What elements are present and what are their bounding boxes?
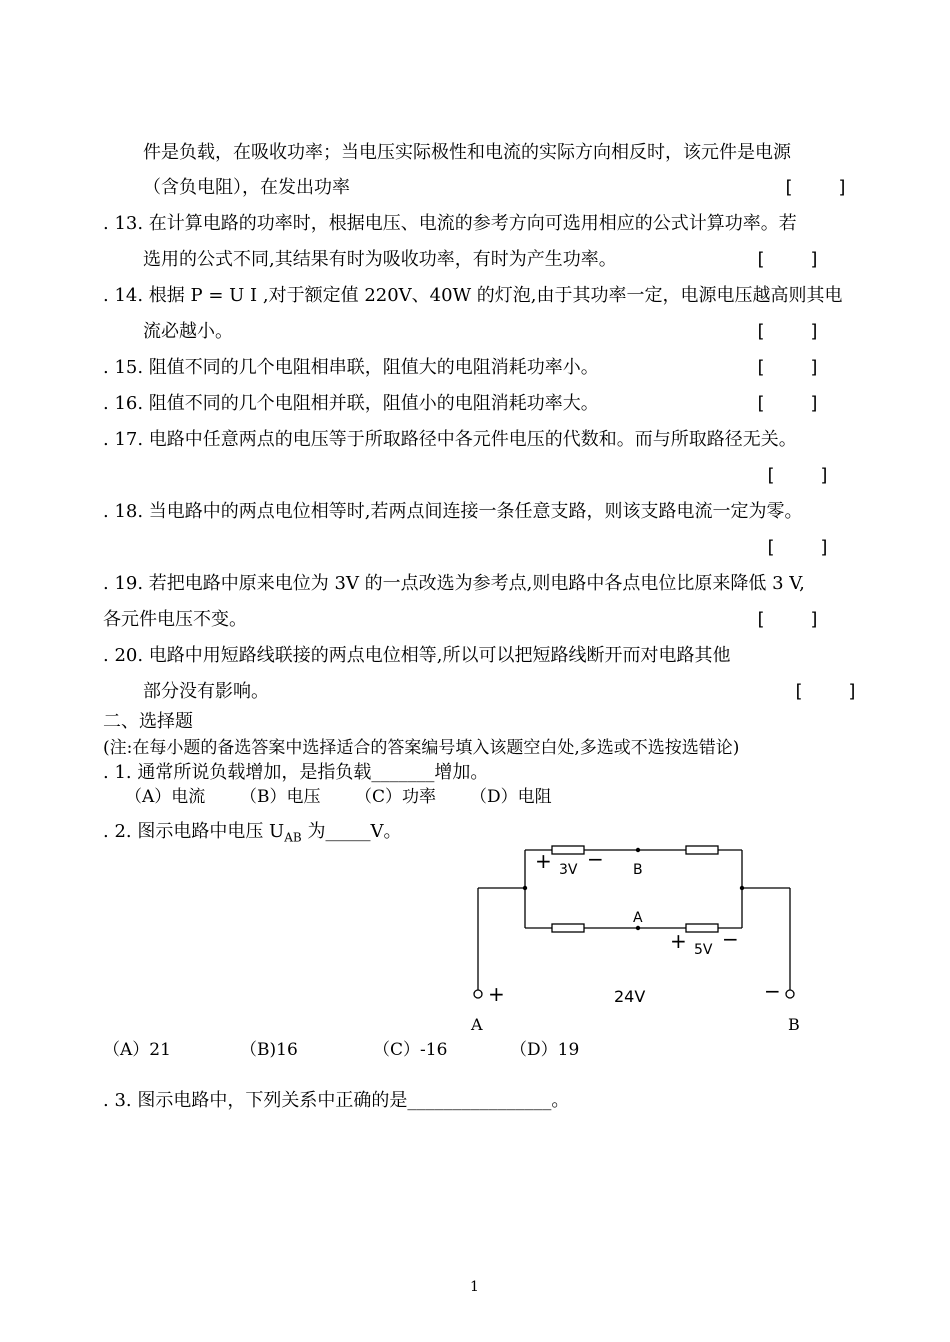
- node-a-dot: [636, 926, 640, 930]
- plus-sign: +: [488, 982, 505, 1006]
- plus-sign: +: [535, 849, 552, 873]
- resistor: [552, 924, 584, 932]
- terminal-a-label: A: [471, 1015, 483, 1034]
- text-line: 各元件电压不变。: [103, 609, 247, 630]
- choice-question-1: . 1. 通常所说负载增加，是指负载_______增加。: [103, 762, 489, 783]
- terminal-b-label: B: [788, 1015, 800, 1034]
- resistor: [686, 846, 718, 854]
- answer-bracket: [ ]: [755, 249, 821, 270]
- section-heading: 二、选择题: [103, 711, 193, 732]
- text-line: 流必越小。: [143, 321, 233, 342]
- answer-bracket: [ ]: [755, 609, 821, 630]
- text-line: （含负电阻），在发出功率: [143, 177, 350, 198]
- question-17: . 17. 电路中任意两点的电压等于所取路径中各元件电压的代数和。而与所取路径无关。: [103, 429, 797, 450]
- answer-bracket: [ ]: [765, 465, 831, 486]
- question-20: . 20. 电路中用短路线联接的两点电位相等,所以可以把短路线断开而对电路其他: [103, 645, 731, 666]
- terminal-a: [474, 990, 482, 998]
- question-19: . 19. 若把电路中原来电位为 3V 的一点改选为参考点,则电路中各点电位比原来降低 3 V,: [103, 573, 805, 594]
- source-5v-label: 5V: [694, 942, 713, 958]
- node-a-label: A: [633, 910, 643, 926]
- resistor: [686, 924, 718, 932]
- terminal-b: [786, 990, 794, 998]
- text-line: 部分没有影响。: [143, 681, 269, 702]
- question-15: . 15. 阻值不同的几个电阻相串联，阻值大的电阻消耗功率小。: [103, 357, 599, 378]
- answer-bracket: [ ]: [755, 321, 821, 342]
- answer-bracket: [ ]: [793, 681, 859, 702]
- option-a: （A）电流: [125, 787, 206, 807]
- question-text: 为_____V。: [301, 821, 402, 842]
- page-number: 1: [470, 1279, 479, 1295]
- resistor: [552, 846, 584, 854]
- minus-sign: −: [587, 847, 604, 871]
- question-13: . 13. 在计算电路的功率时，根据电压、电流的参考方向可选用相应的公式计算功率。若: [103, 213, 797, 234]
- answer-bracket: [ ]: [765, 537, 831, 558]
- option-d: （D）电阻: [470, 787, 552, 807]
- text-line: 件是负载，在吸收功率；当电压实际极性和电流的实际方向相反时，该元件是电源: [143, 142, 791, 163]
- source-3v-label: 3V: [559, 862, 578, 878]
- subscript: AB: [284, 830, 302, 845]
- option-d: （D）19: [510, 1040, 580, 1060]
- node-b-label: B: [633, 862, 643, 878]
- question-16: . 16. 阻值不同的几个电阻相并联，阻值小的电阻消耗功率大。: [103, 393, 599, 414]
- node-b-dot: [636, 848, 640, 852]
- junction-dot: [740, 886, 744, 890]
- question-14: . 14. 根据 P = U I ,对于额定值 220V、40W 的灯泡,由于其功率一定，电源电压越高则其电: [103, 285, 843, 306]
- option-b: （B）电压: [240, 787, 321, 807]
- question-text: . 2. 图示电路中电压 U: [103, 821, 285, 842]
- minus-sign: −: [722, 927, 739, 951]
- option-c: （C）功率: [355, 787, 437, 807]
- section-note: (注:在每小题的备选答案中选择适合的答案编号填入该题空白处,多选或不选按选错论): [103, 738, 740, 758]
- answer-bracket: [ ]: [783, 177, 849, 198]
- source-24v-label: 24V: [614, 987, 646, 1006]
- junction-dot: [523, 886, 527, 890]
- choice-question-3: . 3. 图示电路中，下列关系中正确的是________________。: [103, 1090, 570, 1111]
- option-a: （A）21: [103, 1040, 171, 1060]
- answer-bracket: [ ]: [755, 393, 821, 414]
- question-18: . 18. 当电路中的两点电位相等时,若两点间连接一条任意支路，则该支路电流一定为零。: [103, 501, 803, 522]
- text-line: 选用的公式不同,其结果有时为吸收功率，有时为产生功率。: [143, 249, 617, 270]
- minus-sign: −: [764, 979, 781, 1003]
- option-c: （C）-16: [373, 1040, 448, 1060]
- option-b: （B)16: [240, 1040, 298, 1060]
- plus-sign: +: [670, 929, 687, 953]
- answer-bracket: [ ]: [755, 357, 821, 378]
